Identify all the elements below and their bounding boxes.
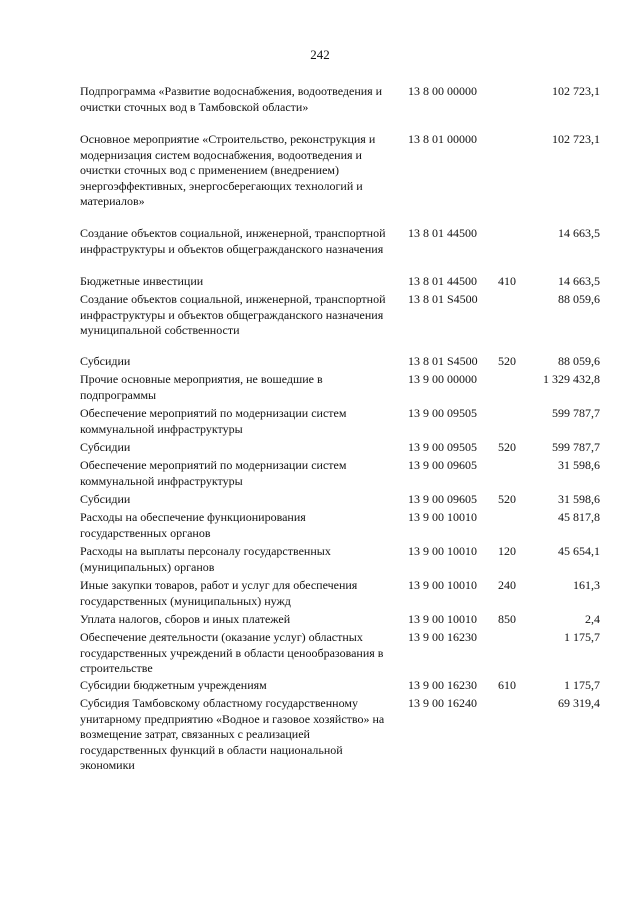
table-row — [80, 612, 620, 630]
table-row — [80, 510, 620, 544]
row-code: 13 9 00 00000 — [408, 372, 477, 386]
row-amount: 45 817,8 — [558, 510, 600, 524]
table-row — [80, 578, 620, 612]
row-code: 13 8 01 S4500 — [408, 354, 478, 368]
table-row — [80, 354, 620, 372]
row-name: Субсидии — [80, 492, 131, 506]
table-row — [80, 696, 620, 776]
row-name: Прочие основные мероприятия, не вошедшие в подпрограммы — [80, 372, 323, 402]
row-name: Иные закупки товаров, работ и услуг для обеспечения государственных (муниципальных) нужд — [80, 578, 358, 608]
row-code: 13 8 00 00000 — [408, 84, 477, 98]
row-code: 13 8 01 44500 — [408, 274, 477, 288]
row-amount: 69 319,4 — [558, 696, 600, 710]
row-code: 13 8 01 44500 — [408, 226, 477, 240]
table-row — [80, 274, 620, 292]
row-name: Субсидии — [80, 354, 131, 368]
row-amount: 45 654,1 — [558, 544, 600, 558]
row-code: 13 9 00 16230 — [408, 678, 477, 692]
row-amount: 2,4 — [585, 612, 600, 626]
row-name: Расходы на выплаты персоналу государственных (муниципальных) органов — [80, 544, 331, 574]
row-amount: 599 787,7 — [552, 406, 600, 420]
row-amount: 88 059,6 — [558, 292, 600, 306]
row-name: Создание объектов социальной, инженерной, транспортной инфраструктуры и объектов общегражданского назначения муниципальной собственности — [80, 292, 386, 338]
table-row — [80, 84, 620, 132]
page-number: 242 — [310, 47, 330, 62]
row-name: Обеспечение мероприятий по модернизации систем коммунальной инфраструктуры — [80, 458, 347, 488]
row-expense-type: 120 — [498, 544, 516, 558]
row-amount: 599 787,7 — [552, 440, 600, 454]
table-row — [80, 372, 620, 406]
row-code: 13 8 01 00000 — [408, 132, 477, 146]
table-row — [80, 678, 620, 696]
row-amount: 1 175,7 — [564, 678, 600, 692]
row-name: Бюджетные инвестиции — [80, 274, 204, 288]
row-name: Подпрограмма «Развитие водоснабжения, водоотведения и очистки сточных вод в Тамбовской области» — [80, 84, 383, 114]
table-row — [80, 544, 620, 578]
row-code: 13 8 01 S4500 — [408, 292, 478, 306]
budget-table — [80, 84, 620, 776]
row-code: 13 9 00 10010 — [408, 578, 477, 592]
row-amount: 88 059,6 — [558, 354, 600, 368]
row-code: 13 9 00 09505 — [408, 406, 477, 420]
row-name: Обеспечение мероприятий по модернизации систем коммунальной инфраструктуры — [80, 406, 347, 436]
row-code: 13 9 00 09605 — [408, 492, 477, 506]
row-expense-type: 520 — [498, 440, 516, 454]
table-row — [80, 406, 620, 440]
row-name: Субсидии — [80, 440, 131, 454]
table-row — [80, 292, 620, 354]
table-row — [80, 458, 620, 492]
table-row — [80, 492, 620, 510]
row-name: Субсидии бюджетным учреждениям — [80, 678, 267, 692]
row-code: 13 9 00 16240 — [408, 696, 477, 710]
row-expense-type: 850 — [498, 612, 516, 626]
row-amount: 14 663,5 — [558, 274, 600, 288]
row-name: Создание объектов социальной, инженерной, транспортной инфраструктуры и объектов общегражданского назначения — [80, 226, 386, 256]
row-amount: 161,3 — [573, 578, 600, 592]
row-amount: 102 723,1 — [552, 84, 600, 98]
row-code: 13 9 00 10010 — [408, 510, 477, 524]
row-name: Субсидия Тамбовскому областному государственному унитарному предприятию «Водное и газовое хозяйство» на возмещение затрат, связанных с реализацией государственных функций в области национальной экономики — [80, 696, 385, 773]
row-expense-type: 240 — [498, 578, 516, 592]
row-code: 13 9 00 16230 — [408, 630, 477, 644]
row-amount: 1 175,7 — [564, 630, 600, 644]
row-code: 13 9 00 09605 — [408, 458, 477, 472]
row-expense-type: 610 — [498, 678, 516, 692]
row-code: 13 9 00 09505 — [408, 440, 477, 454]
row-name: Расходы на обеспечение функционирования государственных органов — [80, 510, 306, 540]
row-amount: 31 598,6 — [558, 458, 600, 472]
row-expense-type: 520 — [498, 492, 516, 506]
table-row — [80, 132, 620, 226]
row-amount: 1 329 432,8 — [543, 372, 600, 386]
table-row — [80, 440, 620, 458]
row-name: Основное мероприятие «Строительство, реконструкция и модернизация систем водоснабжения, водоотведения и очистки сточных вод с применением (внедрением) энергоэффективных, энергосберегающих технологий и материалов» — [80, 132, 376, 209]
row-amount: 14 663,5 — [558, 226, 600, 240]
row-expense-type: 520 — [498, 354, 516, 368]
row-code: 13 9 00 10010 — [408, 612, 477, 626]
table-row — [80, 630, 620, 678]
row-code: 13 9 00 10010 — [408, 544, 477, 558]
row-expense-type: 410 — [498, 274, 516, 288]
row-amount: 31 598,6 — [558, 492, 600, 506]
table-row — [80, 226, 620, 274]
row-name: Обеспечение деятельности (оказание услуг) областных государственных учреждений в области ценообразования в строительстве — [80, 630, 384, 676]
row-amount: 102 723,1 — [552, 132, 600, 146]
row-name: Уплата налогов, сборов и иных платежей — [80, 612, 291, 626]
